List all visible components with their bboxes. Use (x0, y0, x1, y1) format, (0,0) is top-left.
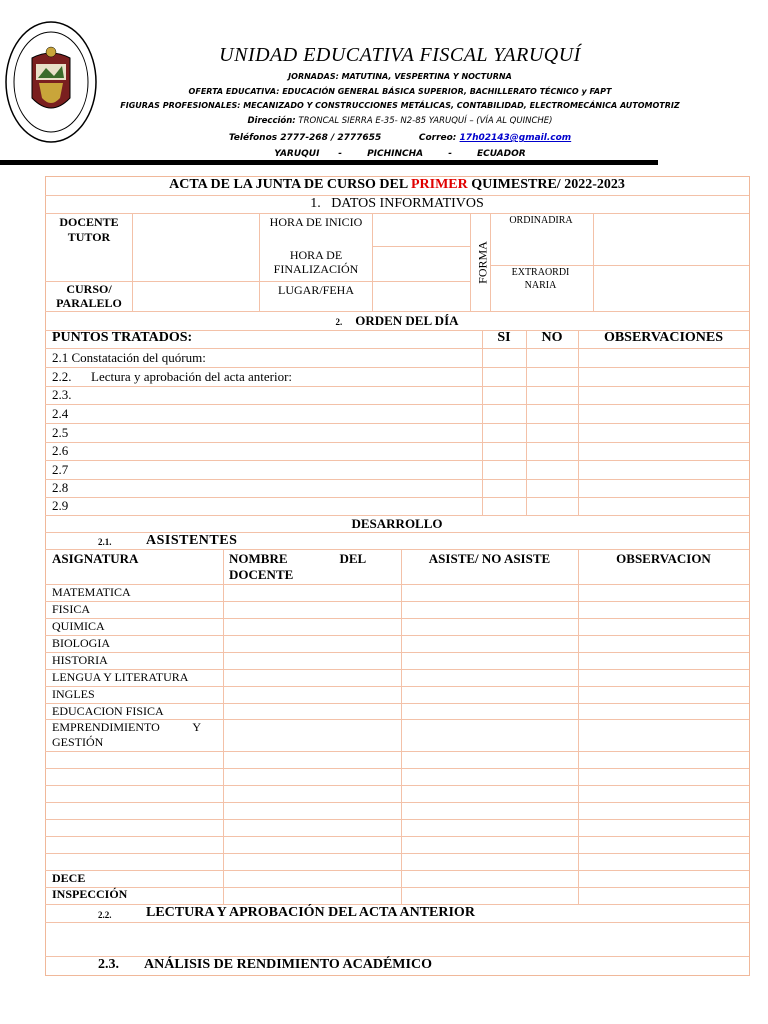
desarrollo-heading: DESARROLLO (351, 516, 443, 531)
section-datos-informativos: 1. DATOS INFORMATIVOS (310, 196, 484, 211)
ordinaria-label: ORDINADIRA (509, 215, 573, 226)
subject-row: EMPRENDIMIENTO Y GESTIÓN (52, 720, 204, 749)
asistentes-number: 2.1. (98, 537, 112, 547)
agenda-item: 2.8 (52, 480, 69, 495)
school-title: UNIDAD EDUCATIVA FISCAL YARUQUÍ (219, 44, 581, 66)
subject-row: LENGUA Y LITERATURA (52, 670, 189, 684)
forma-label: FORMA (475, 241, 490, 284)
location-line: YARUQUI - PICHINCHA - ECUADOR (274, 149, 526, 159)
school-seal-logo (4, 20, 98, 145)
agenda-item: 2.7 (52, 462, 69, 477)
hora-inicio-label: HORA DE INICIO (269, 215, 363, 229)
profiles-line: FIGURAS PROFESIONALES: MECANIZADO Y CONSTRUCCIONES METÁLICAS, CONTABILIDAD, ELECTROMECÁNICA AUTOMOTRIZ (120, 101, 680, 110)
observaciones-header: OBSERVACIONES (603, 330, 724, 345)
lugar-fecha-label: LUGAR/FEHA (277, 283, 354, 297)
address-label: Dirección: (247, 116, 296, 126)
agenda-item: 2.2. Lectura y aprobación del acta anterior: (52, 369, 293, 384)
acta-title-period: PRIMER (410, 177, 468, 192)
asiste-header: ASISTE/ NO ASISTE (428, 551, 551, 566)
si-header: SI (497, 330, 511, 345)
acta-title (45, 177, 749, 193)
subject-row: QUIMICA (52, 619, 105, 633)
subject-row: BIOLOGIA (52, 636, 110, 650)
subject-row: HISTORIA (52, 653, 108, 667)
subject-row: FISICA (52, 602, 91, 616)
acta-title-pre: ACTA DE LA JUNTA DE CURSO DEL (169, 177, 408, 192)
lectura-number: 2.2. (98, 910, 112, 920)
puntos-tratados-header: PUNTOS TRATADOS: (52, 330, 193, 345)
offer-line: OFERTA EDUCATIVA: EDUCACIÓN GENERAL BÁSICA SUPERIOR, BACHILLERATO TÉCNICO y FAPT (188, 87, 612, 96)
no-header: NO (541, 330, 563, 345)
agenda-item: 2.5 (52, 425, 69, 440)
analisis-heading: ANÁLISIS DE RENDIMIENTO ACADÉMICO (144, 957, 432, 972)
orden-num: 2. (335, 317, 343, 327)
analisis-number: 2.3. (98, 957, 119, 972)
dece-row: DECE (52, 871, 86, 885)
phones: Teléfonos 2777-268 / 2777655 (228, 133, 382, 143)
inspeccion-row: INSPECCIÓN (52, 887, 128, 901)
orden-del-dia-heading (45, 313, 749, 329)
agenda-item: 2.6 (52, 443, 69, 458)
address-value: TRONCAL SIERRA E-35- N2-85 YARUQUÍ – (VÍA AL QUINCHE) (298, 116, 553, 126)
email-link[interactable]: 17h02143@gmail.com (459, 133, 572, 143)
nombre-docente-header: NOMBRE DEL DOCENTE (229, 551, 369, 582)
hora-fin-label: HORA DE FINALIZACIÓN (273, 248, 359, 276)
lectura-heading: LECTURA Y APROBACIÓN DEL ACTA ANTERIOR (146, 905, 475, 920)
acta-title-post: QUIMESTRE/ 2022-2023 (471, 177, 625, 192)
acta-form (45, 176, 750, 976)
agenda-item: 2.1 Constatación del quórum: (52, 350, 206, 365)
email-label: Correo: (418, 133, 457, 143)
subject-row: EDUCACION FISICA (52, 704, 164, 718)
asignatura-header: ASIGNATURA (52, 551, 139, 566)
agenda-item: 2.9 (52, 498, 69, 513)
orden-title: ORDEN DEL DÍA (355, 313, 459, 328)
agenda-item: 2.4 (52, 406, 69, 421)
docente-tutor-label: DOCENTE TUTOR (59, 215, 119, 244)
subject-row: INGLES (52, 687, 95, 701)
asistentes-heading: ASISTENTES (146, 533, 238, 548)
contact-line (100, 133, 700, 143)
header-divider (0, 160, 658, 165)
agenda-item: 2.3. (52, 387, 72, 402)
extraordinaria-label: EXTRAORDI NARIA (511, 267, 570, 291)
curso-paralelo-label: CURSO/ PARALELO (56, 282, 122, 310)
schedules-line: JORNADAS: MATUTINA, VESPERTINA Y NOCTURNA (288, 72, 512, 81)
subject-row: MATEMATICA (52, 585, 131, 599)
observacion-header: OBSERVACION (616, 551, 711, 566)
address-line (100, 116, 700, 126)
